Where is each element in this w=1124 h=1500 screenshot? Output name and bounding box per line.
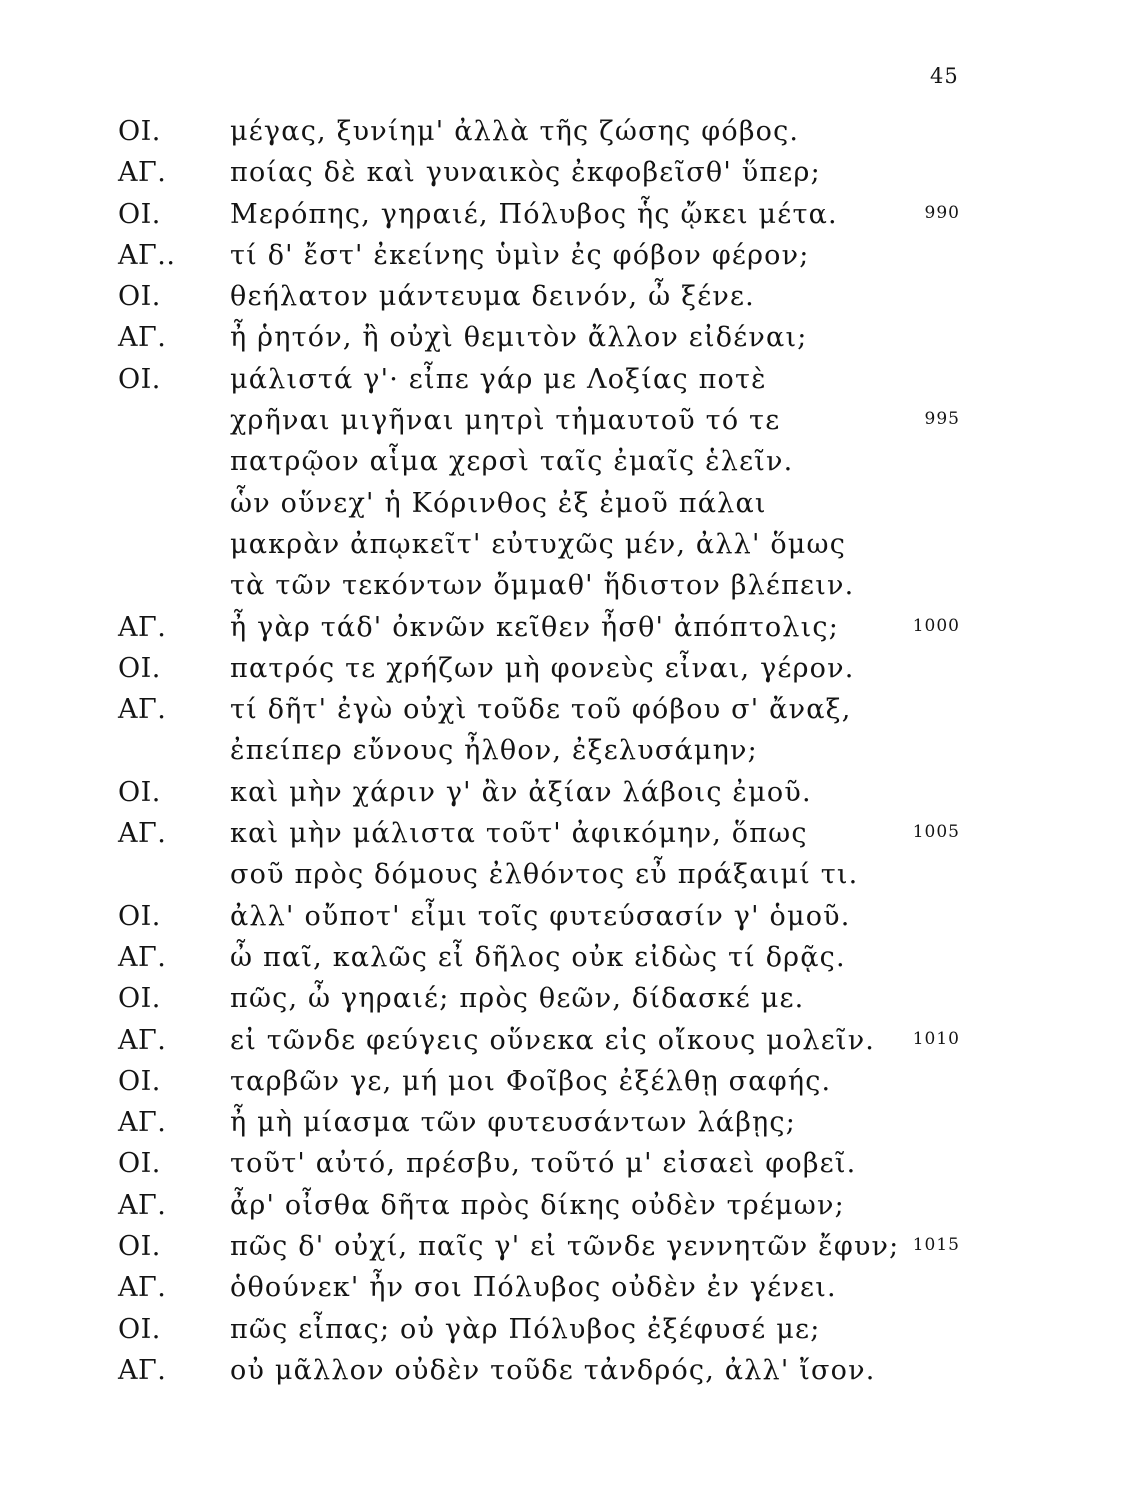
speaker-label: ΟΙ. <box>118 983 161 1015</box>
speaker-label: ΑΓ. <box>118 694 167 726</box>
speaker-label: ΟΙ. <box>118 1148 161 1180</box>
verse-text: ἦ γὰρ τάδ' ὀκνῶν κεῖθεν ἦσθ' ἀπόπτολις; <box>230 611 840 643</box>
verse-line <box>0 607 1124 648</box>
speaker-label: ΑΓ. <box>118 611 167 643</box>
speaker-label: ΟΙ. <box>118 1065 161 1097</box>
verse-text: Μερόπης, γηραιέ, Πόλυβος ἧς ᾤκει μέτα. <box>230 198 838 230</box>
verse-text: ὧν οὕνεχ' ἡ Κόρινθος ἐξ ἐμοῦ πάλαι <box>230 487 767 519</box>
verse-line <box>0 441 1124 482</box>
verse-line <box>0 772 1124 813</box>
verse-text: καὶ μὴν μάλιστα τοῦτ' ἀφικόμην, ὅπως <box>230 818 808 850</box>
verse-text: ὁθούνεκ' ἦν σοι Πόλυβος οὐδὲν ἐν γένει. <box>230 1272 837 1304</box>
verse-block <box>0 111 1124 1391</box>
speaker-label: ΟΙ. <box>118 198 161 230</box>
verse-text: ἦ μὴ μίασμα τῶν φυτευσάντων λάβῃς; <box>230 1107 797 1139</box>
speaker-label: ΟΙ. <box>118 116 161 147</box>
verse-line <box>0 152 1124 193</box>
verse-text: ἀλλ' οὔποτ' εἶμι τοῖς φυτεύσασίν γ' ὁμοῦ. <box>230 900 851 932</box>
speaker-label: ΑΓ. <box>118 1354 167 1386</box>
verse-text: σοῦ πρὸς δόμους ἐλθόντος εὖ πράξαιμί τι. <box>230 859 859 891</box>
verse-line <box>0 1102 1124 1143</box>
verse-line <box>0 648 1124 689</box>
verse-line <box>0 111 1124 152</box>
verse-text: ταρβῶν γε, μή μοι Φοῖβος ἐξέλθῃ σαφής. <box>230 1065 832 1097</box>
verse-line <box>0 400 1124 441</box>
speaker-label: ΟΙ. <box>118 1313 161 1345</box>
speaker-label: ΑΓ. <box>118 1189 167 1221</box>
line-number: 1000 <box>912 615 960 636</box>
verse-text: πατρῷον αἷμα χερσὶ ταῖς ἐμαῖς ἑλεῖν. <box>230 446 794 478</box>
line-number: 1005 <box>912 822 960 843</box>
speaker-label: ΑΓ. <box>118 1107 167 1139</box>
verse-line <box>0 896 1124 937</box>
speaker-label: ΟΙ. <box>118 776 161 808</box>
speaker-label: ΑΓ. <box>118 322 167 354</box>
verse-line <box>0 1350 1124 1391</box>
speaker-label: ΟΙ. <box>118 1231 161 1263</box>
verse-text: εἰ τῶνδε φεύγεις οὕνεκα εἰς οἴκους μολεῖν. <box>230 1024 876 1056</box>
verse-text: πῶς δ' οὐχί, παῖς γ' εἰ τῶνδε γεννητῶν ἔφυν; <box>230 1231 900 1263</box>
speaker-label: ΑΓ. <box>118 157 167 189</box>
verse-line <box>0 194 1124 235</box>
line-number: 990 <box>924 202 960 223</box>
verse-line <box>0 1309 1124 1350</box>
verse-line <box>0 813 1124 854</box>
speaker-label: ΑΓ. <box>118 1272 167 1304</box>
verse-line <box>0 978 1124 1019</box>
verse-line <box>0 483 1124 524</box>
verse-text: τί δῆτ' ἐγὼ οὐχὶ τοῦδε τοῦ φόβου σ' ἄναξ, <box>230 694 852 726</box>
line-number: 995 <box>924 409 960 430</box>
verse-line <box>0 276 1124 317</box>
verse-text: τί δ' ἔστ' ἐκείνης ὑμὶν ἐς φόβον φέρον; <box>230 239 810 271</box>
speaker-label: ΟΙ. <box>118 363 161 395</box>
verse-text: ὦ παῖ, καλῶς εἶ δῆλος οὐκ εἰδὼς τί δρᾷς. <box>230 941 846 973</box>
speaker-label: ΑΓ. <box>118 818 167 850</box>
verse-text: ἦ ῥητόν, ἢ οὐχὶ θεμιτὸν ἄλλον εἰδέναι; <box>230 322 808 354</box>
verse-text: ἐπείπερ εὔνους ἦλθον, ἐξελυσάμην; <box>230 735 758 767</box>
verse-text: μακρὰν ἀπῳκεῖτ' εὐτυχῶς μέν, ἀλλ' ὅμως <box>230 528 847 560</box>
page-number: 45 <box>930 64 959 88</box>
verse-text: πῶς, ὦ γηραιέ; πρὸς θεῶν, δίδασκέ με. <box>230 983 805 1015</box>
verse-line <box>0 1143 1124 1184</box>
verse-text: οὐ μᾶλλον οὐδὲν τοῦδε τἀνδρός, ἀλλ' ἴσον. <box>230 1354 876 1386</box>
speaker-label: ΟΙ. <box>118 281 161 313</box>
verse-line <box>0 359 1124 400</box>
verse-line <box>0 1061 1124 1102</box>
verse-text: τοῦτ' αὐτό, πρέσβυ, τοῦτό μ' εἰσαεὶ φοβεῖ. <box>230 1148 857 1180</box>
verse-text: μάλιστά γ'· εἶπε γάρ με Λοξίας ποτὲ <box>230 363 767 395</box>
verse-line <box>0 689 1124 730</box>
verse-line <box>0 1226 1124 1267</box>
verse-text: θεήλατον μάντευμα δεινόν, ὦ ξένε. <box>230 281 755 313</box>
verse-line <box>0 1267 1124 1308</box>
speaker-label: ΑΓ. <box>118 941 167 973</box>
verse-line <box>0 1185 1124 1226</box>
verse-text: ἆρ' οἶσθα δῆτα πρὸς δίκης οὐδὲν τρέμων; <box>230 1189 845 1221</box>
verse-line <box>0 524 1124 565</box>
speaker-label: ΟΙ. <box>118 900 161 932</box>
speaker-label: ΟΙ. <box>118 652 161 684</box>
verse-text: τὰ τῶν τεκόντων ὄμμαθ' ἥδιστον βλέπειν. <box>230 570 855 602</box>
verse-line <box>0 854 1124 895</box>
verse-text: πῶς εἶπας; οὐ γὰρ Πόλυβος ἐξέφυσέ με; <box>230 1313 821 1345</box>
speaker-label: ΑΓ.. <box>118 239 176 271</box>
verse-line <box>0 235 1124 276</box>
line-number: 1015 <box>912 1235 960 1256</box>
verse-text: χρῆναι μιγῆναι μητρὶ τἠμαυτοῦ τό τε <box>230 405 781 437</box>
verse-line <box>0 1020 1124 1061</box>
verse-text: καὶ μὴν χάριν γ' ἂν ἀξίαν λάβοις ἐμοῦ. <box>230 776 812 808</box>
verse-line <box>0 730 1124 771</box>
speaker-label: ΑΓ. <box>118 1024 167 1056</box>
verse-text: ποίας δὲ καὶ γυναικὸς ἐκφοβεῖσθ' ὕπερ; <box>230 157 821 189</box>
verse-line <box>0 317 1124 358</box>
verse-text: πατρός τε χρήζων μὴ φονεὺς εἶναι, γέρον. <box>230 652 855 684</box>
verse-text: μέγας, ξυνίημ' ἀλλὰ τῆς ζώσης φόβος. <box>230 116 800 147</box>
verse-line <box>0 937 1124 978</box>
verse-line <box>0 565 1124 606</box>
line-number: 1010 <box>912 1028 960 1049</box>
